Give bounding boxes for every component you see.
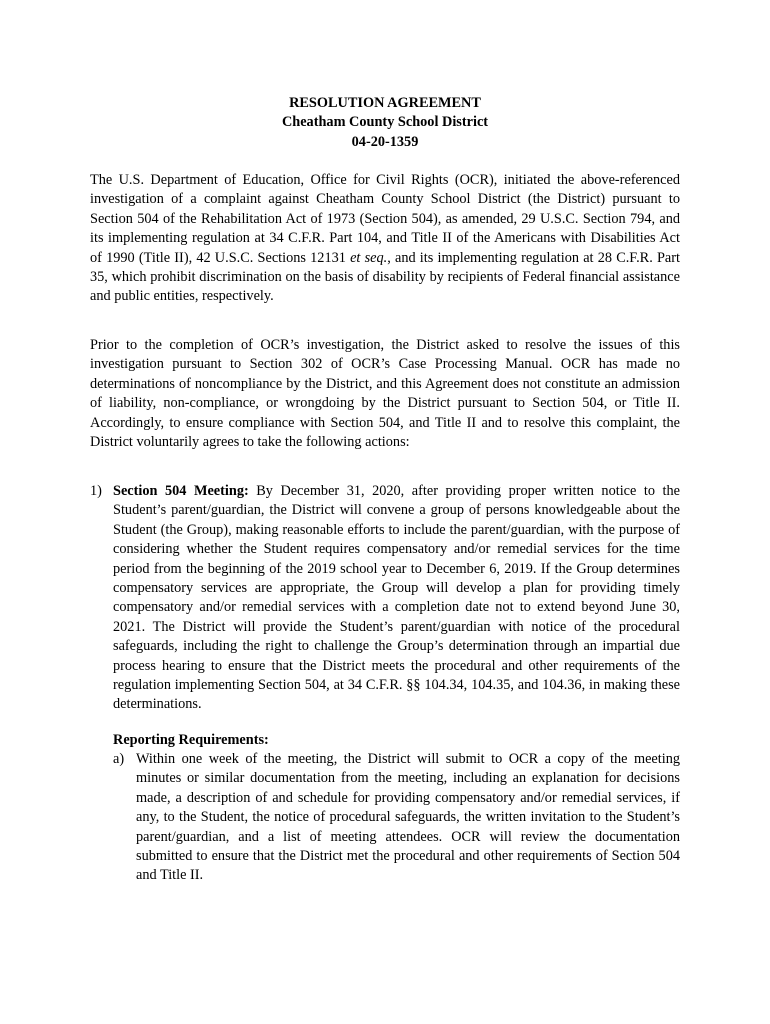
reporting-requirement-item: Within one week of the meeting, the District will submit to OCR a copy of the meeting minutes or similar documentation from the meeting, including an explanation for decisions made, a description of and schedule for providing compensatory and/or remedial services, if any, to the Student, the notice of procedural safeguards, the written invitation to the Student’s parent/guardian, and a list of meeting attendees. OCR will review the documentation submitted to ensure that the District met the procedural and other requirements of Section 504 and Title II. (136, 751, 680, 884)
item-number: 1) (90, 483, 102, 499)
reporting-requirements-heading: Reporting Requirements: (113, 732, 269, 748)
document-title: RESOLUTION AGREEMENT (289, 95, 481, 111)
district-name: Cheatham County School District (281, 114, 489, 131)
item-text: By December 31, 2020, after providing proper written notice to the Student’s parent/guardian, the District will convene a group of persons knowledgeable about the Student (the Group), making reasonable efforts to include the parent/guardian, with the purpose of considering whether the Student requires compensatory and/or remedial services for the time period from the beginning of the 2019 school year to December 6, 2019. If the Group determines compensatory services are appropriate, the Group will develop a plan for providing timely compensatory and/or remedial services with a completion date not to extend beyond June 30, 2021. The District will provide the Student’s parent/guardian with notice of the procedural safeguards, including the right to challenge the Group’s determination through an impartial due process hearing to ensure that the District meets the procedural and other requirements of the regulation implementing Section 504, at 34 C.F.R. §§ 104.34, 104.35, and 104.36, in making these determinations. (113, 483, 680, 713)
intro-text-part2: , and its implementing regulation at 28 C.F.R. Part 35, which prohibit discrimination on the basis of disability by recipients of Federal financial assistance and public entities, respectively. (90, 249, 680, 305)
section-504-meeting-item (113, 482, 680, 715)
intro-italic-term: et seq. (350, 249, 388, 266)
item-heading: Section 504 Meeting: (113, 483, 249, 499)
intro-paragraph (90, 171, 680, 307)
intro-text-part1: The U.S. Department of Education, Office for Civil Rights (OCR), initiated the above-referenced investigation of a complaint against Cheatham County School District (the District) pursuant to Section 504 of the Rehabilitation Act of 1973 (Section 504), as amended, 29 U.S.C. Section 794, and its implementing regulation at 34 C.F.R. Part 104, and Title II of the Americans with Disabilities Act of 1990 (Title II), 42 U.S.C. Sections 12131 (90, 172, 680, 266)
resolution-paragraph: Prior to the completion of OCR’s investigation, the District asked to resolve the issues of this investigation pursuant to Section 302 of OCR’s Case Processing Manual. OCR has made no determinations of noncompliance by the District, and this Agreement does not constitute an admission of liability, non-compliance, or wrongdoing by the District pursuant to Section 504, or Title II. Accordingly, to ensure compliance with Section 504, and Title II and to resolve this complaint, the District voluntarily agrees to take the following actions: (90, 337, 680, 451)
sub-item-letter: a) (113, 751, 125, 767)
case-number: 04-20-1359 (351, 133, 419, 150)
document-heading (0, 94, 770, 152)
